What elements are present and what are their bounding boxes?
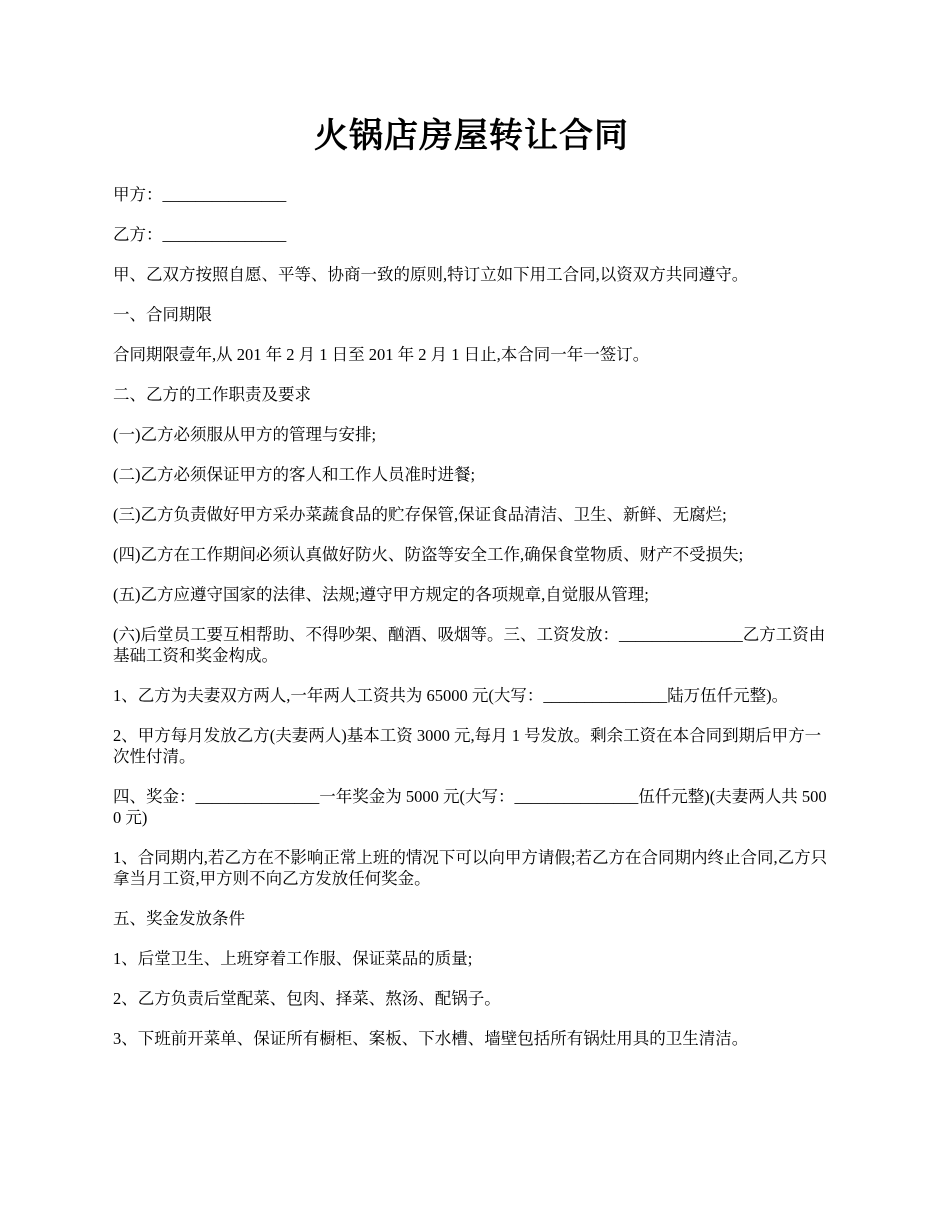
section-heading-bonus-conditions: 五、奖金发放条件 — [113, 909, 245, 928]
duty-item-5: (五)乙方应遵守国家的法律、法规;遵守甲方规定的各项规章,自觉服从管理; — [113, 585, 649, 604]
duty-item-1: (一)乙方必须服从甲方的管理与安排; — [113, 425, 377, 444]
wage-item-1: 1、乙方为夫妻双方两人,一年两人工资共为 65000 元(大写：_______________陆万伍仟元整)。 — [113, 686, 789, 705]
preamble-paragraph: 甲、乙双方按照自愿、平等、协商一致的原则,特订立如下用工合同,以资双方共同遵守。 — [113, 265, 749, 284]
duty-item-6: (六)后堂员工要互相帮助、不得吵架、酗酒、吸烟等。三、工资发放：_______________乙方工资由基础工资和奖金构成。 — [113, 625, 826, 665]
bonus-paragraph: 四、奖金：_______________一年奖金为 5000 元(大写：_______________伍仟元整)(夫妻两人共 5000 元) — [113, 787, 827, 827]
section-heading-term: 一、合同期限 — [113, 305, 212, 324]
duty-item-3: (三)乙方负责做好甲方采办菜蔬食品的贮存保管,保证食品清洁、卫生、新鲜、无腐烂; — [113, 505, 727, 524]
party-b-line: 乙方：_______________ — [113, 225, 287, 244]
duty-item-4: (四)乙方在工作期间必须认真做好防火、防盗等安全工作,确保食堂物质、财产不受损失; — [113, 545, 744, 564]
bonus-item-1: 1、合同期内,若乙方在不影响正常上班的情况下可以向甲方请假;若乙方在合同期内终止合同,乙方只拿当月工资,甲方则不向乙方发放任何奖金。 — [113, 848, 828, 888]
condition-item-1: 1、后堂卫生、上班穿着工作服、保证菜品的质量; — [113, 949, 473, 968]
section-heading-duties: 二、乙方的工作职责及要求 — [113, 385, 311, 404]
party-a-line: 甲方：_______________ — [113, 185, 287, 204]
term-paragraph: 合同期限壹年,从 201 年 2 月 1 日至 201 年 2 月 1 日止,本合同一年一签订。 — [113, 345, 650, 364]
condition-item-3: 3、下班前开菜单、保证所有橱柜、案板、下水槽、墙壁包括所有锅灶用具的卫生清洁。 — [113, 1029, 749, 1048]
document-title: 火锅店房屋转让合同 — [314, 118, 629, 155]
duty-item-2: (二)乙方必须保证甲方的客人和工作人员准时进餐; — [113, 465, 476, 484]
condition-item-2: 2、乙方负责后堂配菜、包肉、择菜、熬汤、配锅子。 — [113, 989, 501, 1008]
wage-item-2: 2、甲方每月发放乙方(夫妻两人)基本工资 3000 元,每月 1 号发放。剩余工资在本合同到期后甲方一次性付清。 — [113, 726, 822, 766]
